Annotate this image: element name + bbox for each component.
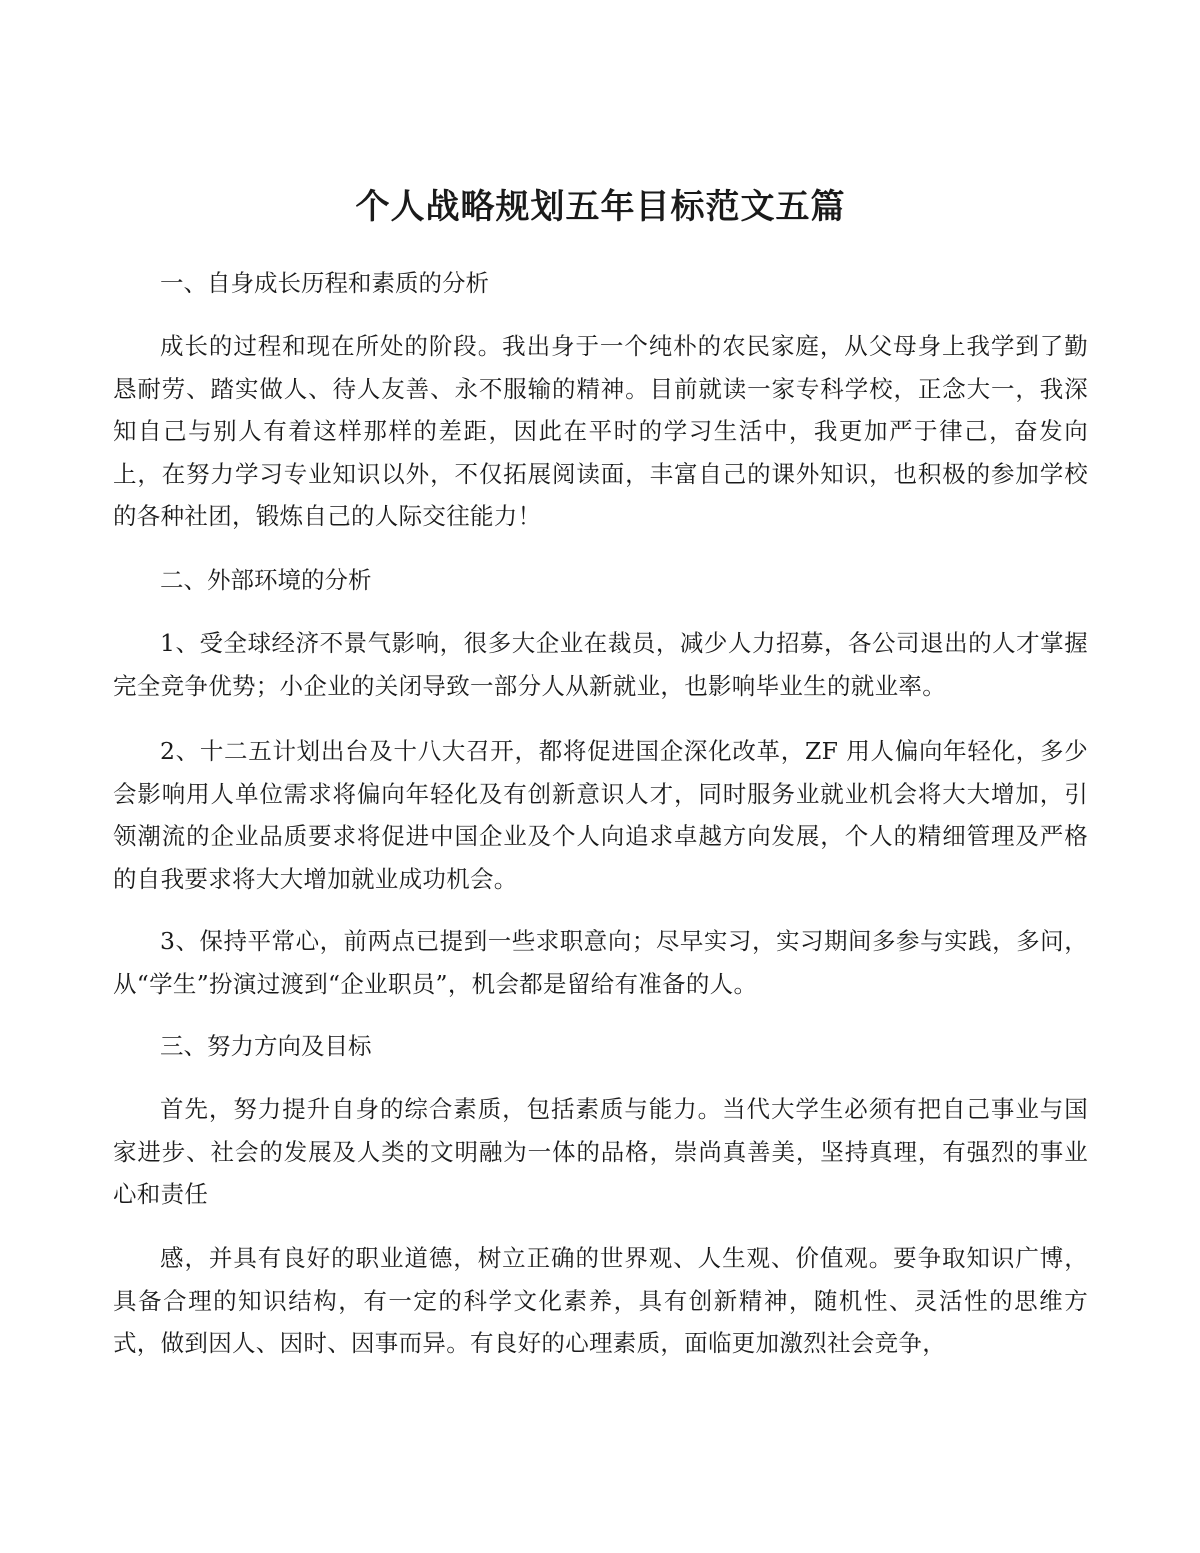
section-heading-1: 一、自身成长历程和素质的分析 [160, 269, 489, 297]
document-title: 个人战略规划五年目标范文五篇 [355, 187, 846, 227]
paragraph-goals-1: 首先，努力提升自身的综合素质，包括素质与能力。当代大学生必须有把自己事业与国家进步、社会的发展及人类的文明融为一体的品格，崇尚真善美，坚持真理，有强烈的事业心和责任 [113, 1095, 1088, 1208]
section-heading-3: 三、努力方向及目标 [160, 1032, 372, 1060]
paragraph-goals-2: 感，并具有良好的职业道德，树立正确的世界观、人生观、价值观。要争取知识广博，具备合理的知识结构，有一定的科学文化素养，具有创新精神，随机性、灵活性的思维方式，做到因人、因时、因事而异。有良好的心理素质，面临更加激烈社会竞争， [113, 1244, 1088, 1357]
paragraph-environment-1: 1、受全球经济不景气影响，很多大企业在裁员，减少人力招募，各公司退出的人才掌握完全竞争优势；小企业的关闭导致一部分人从新就业，也影响毕业生的就业率。 [113, 629, 1088, 700]
paragraph-environment-2: 2、十二五计划出台及十八大召开，都将促进国企深化改革，ZF 用人偏向年轻化，多少会影响用人单位需求将偏向年轻化及有创新意识人才，同时服务业就业机会将大大增加，引领潮流的企业品质要求将促进中国企业及个人向追求卓越方向发展，个人的精细管理及严格的自我要求将大大增加就业成功机会。 [113, 737, 1088, 893]
paragraph-growth: 成长的过程和现在所处的阶段。我出身于一个纯朴的农民家庭，从父母身上我学到了勤恳耐劳、踏实做人、待人友善、永不服输的精神。目前就读一家专科学校，正念大一，我深知自己与别人有着这样那样的差距，因此在平时的学习生活中，我更加严于律己，奋发向上，在努力学习专业知识以外，不仅拓展阅读面，丰富自己的课外知识，也积极的参加学校的各种社团，锻炼自己的人际交往能力！ [113, 332, 1088, 530]
section-heading-2: 二、外部环境的分析 [160, 566, 372, 594]
paragraph-environment-3: 3、保持平常心，前两点已提到一些求职意向；尽早实习，实习期间多参与实践，多问，从“学生”扮演过渡到“企业职员”，机会都是留给有准备的人。 [113, 927, 1088, 998]
